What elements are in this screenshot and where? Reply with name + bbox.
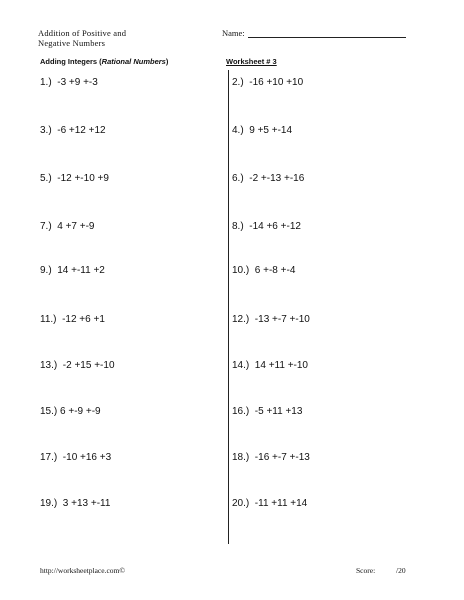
problem-item	[40, 221, 95, 233]
subtitle-italic: Rational Numbers	[101, 57, 166, 66]
topic-line-2: Negative Numbers	[38, 38, 106, 48]
problem-number: 17.)	[40, 452, 58, 463]
problem-expression: 14 +11 +-10	[254, 360, 308, 371]
score-total: /20	[396, 566, 406, 575]
problem-number: 20.)	[232, 498, 250, 509]
problem-expression: -13 +-7 +-10	[254, 314, 310, 325]
problem-number: 1.)	[40, 77, 52, 88]
problem-number: 6.)	[232, 173, 244, 184]
problem-number: 13.)	[40, 360, 58, 371]
problem-number: 4.)	[232, 125, 244, 136]
problem-item	[232, 406, 302, 418]
problem-item	[232, 173, 304, 185]
problem-item	[40, 77, 98, 89]
worksheet-topic	[38, 28, 126, 48]
problem-item	[232, 265, 295, 277]
problem-number: 7.)	[40, 221, 52, 232]
problem-expression: -6 +12 +12	[57, 125, 106, 136]
footer-source-link[interactable]: http://worksheetplace.com©	[40, 566, 126, 575]
problem-number: 5.)	[40, 173, 52, 184]
problem-expression: 14 +-11 +2	[57, 265, 105, 276]
problem-expression: -12 +-10 +9	[57, 173, 109, 184]
problem-item	[232, 314, 310, 326]
problem-expression: -11 +11 +14	[254, 498, 308, 509]
subtitle-suffix: )	[165, 57, 169, 66]
problem-item	[232, 498, 307, 510]
name-blank-line	[248, 37, 406, 38]
problem-expression: 9 +5 +-14	[249, 125, 293, 136]
problem-expression: -16 +-7 +-13	[254, 452, 310, 463]
problem-number: 8.)	[232, 221, 244, 232]
problem-item	[40, 498, 110, 510]
problem-expression: 6 +-8 +-4	[254, 265, 296, 276]
problem-expression: -12 +6 +1	[62, 314, 105, 325]
problem-expression: 3 +13 +-11	[62, 498, 111, 509]
problem-expression: -2 +15 +-10	[62, 360, 115, 371]
name-label: Name:	[222, 28, 245, 38]
topic-line-1: Addition of Positive and	[38, 28, 127, 38]
problem-number: 16.)	[232, 406, 250, 417]
problem-number: 2.)	[232, 77, 244, 88]
subtitle-prefix: Adding Integers (	[40, 57, 102, 66]
problem-item	[40, 265, 105, 277]
problem-number: 9.)	[40, 265, 52, 276]
problem-item	[232, 221, 301, 233]
problem-number: 18.)	[232, 452, 250, 463]
problem-number: 12.)	[232, 314, 250, 325]
problem-item	[232, 77, 303, 89]
problem-expression: -2 +-13 +-16	[249, 173, 305, 184]
problem-expression: -10 +16 +3	[62, 452, 112, 463]
problem-item	[232, 125, 292, 137]
problem-item	[232, 452, 310, 464]
problem-item	[40, 314, 105, 326]
problem-item	[40, 452, 111, 464]
problem-item	[40, 406, 101, 418]
problem-expression: 6 +-9 +-9	[60, 406, 101, 417]
problem-item	[232, 360, 308, 372]
problem-item	[40, 125, 106, 137]
worksheet-number: Worksheet # 3	[226, 57, 277, 66]
problem-number: 10.)	[232, 265, 250, 276]
problem-expression: -3 +9 +-3	[57, 77, 98, 88]
problem-expression: -16 +10 +10	[249, 77, 304, 88]
problem-number: 15.)	[40, 406, 58, 417]
problem-expression: 4 +7 +-9	[57, 221, 95, 232]
worksheet-subtitle	[40, 57, 168, 66]
problem-number: 19.)	[40, 498, 58, 509]
problem-number: 14.)	[232, 360, 250, 371]
problem-expression: -14 +6 +-12	[249, 221, 301, 232]
problem-number: 3.)	[40, 125, 52, 136]
problem-number: 11.)	[40, 314, 57, 325]
column-divider	[228, 70, 229, 544]
score-label: Score:	[356, 566, 376, 575]
problem-item	[40, 173, 109, 185]
problem-item	[40, 360, 115, 372]
problem-expression: -5 +11 +13	[254, 406, 303, 417]
